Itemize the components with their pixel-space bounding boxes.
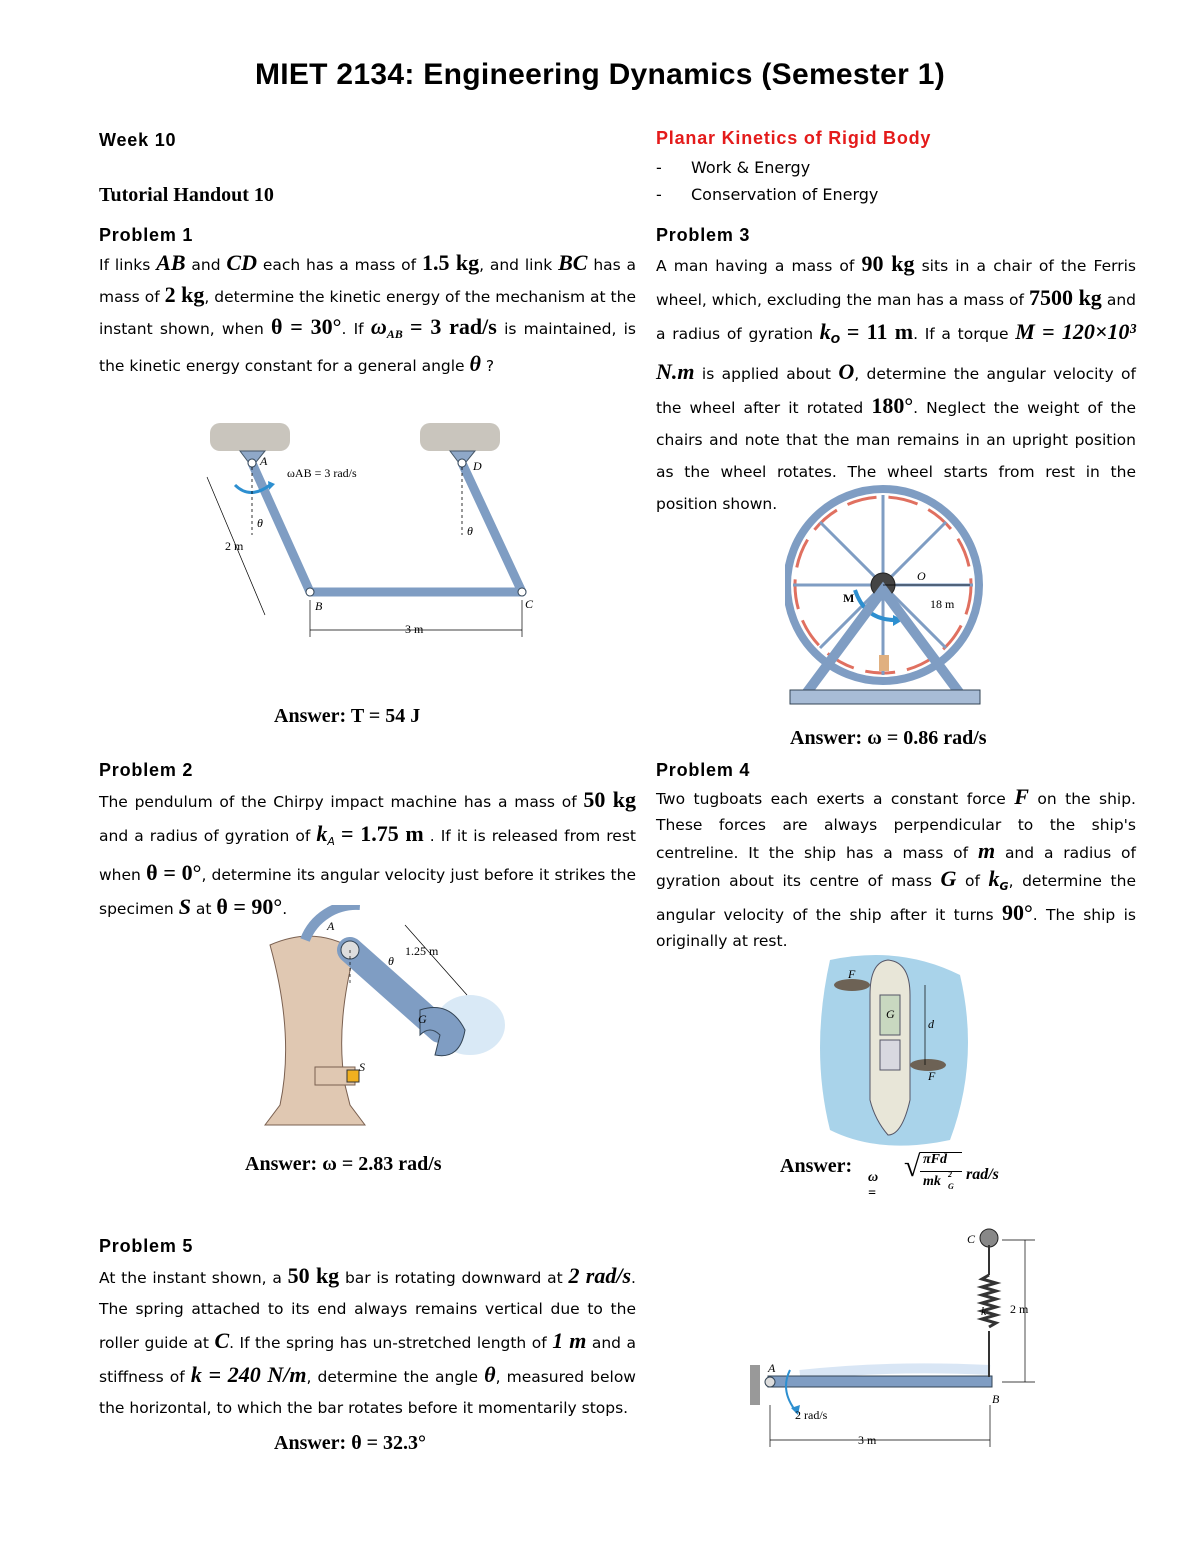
man-figure	[879, 655, 889, 671]
label-a: A	[327, 919, 335, 933]
problem4-text: Two tugboats each exerts a constant force F on the ship. These forces are always perpendicular to the ship's centreline. It the ship has a mass of m and a radius of gyration about its centre of mass G of $k_G$, determine the angular velocity of the ship after it turns 90°. The ship is originally at rest.	[656, 784, 1136, 951]
label-d: D	[473, 459, 482, 473]
problem3-label: Problem 3	[656, 225, 751, 245]
problem3-figure	[785, 480, 995, 720]
problem5-label: Problem 5	[99, 1236, 194, 1256]
label-b: B	[315, 599, 323, 613]
problem3-text: A man having a mass of 90 kg sits in a chair of the Ferris wheel, which, excluding the man has a mass of 7500 kg and a radius of gyration $k_O = 11$ m. If a torque M = 120×10³ N.m is applied about O, determine the angular velocity of the wheel after it rotated 180°. Neglect the weight of the chairs and note that the man remains in an upright position as the wheel rotates. The wheel starts from rest in the position shown.	[656, 251, 1137, 514]
problem1-text: If links AB and CD each has a mass of 1.5 kg, and link BC has a mass of 2 kg, determine the kinetic energy of the mechanism at the instant shown, when θ = 30°. If $\omega_{AB} = 3$ rad/s is maintained, is the kinetic energy constant for a general angle θ ?	[99, 250, 637, 377]
problem3-answer: Answer: ω = 0.86 rad/s	[790, 727, 987, 749]
spring	[982, 1275, 996, 1327]
dim-18: 18 m	[930, 597, 955, 611]
problem2-figure	[255, 905, 505, 1155]
omega-label: ωAB = 3 rad/s	[287, 466, 357, 480]
label-theta: θ	[388, 954, 394, 968]
label-m: M	[843, 591, 855, 605]
label-b: B	[992, 1392, 1000, 1406]
label-c: C	[525, 597, 534, 611]
problem4-answer-label: Answer:	[780, 1155, 853, 1177]
problem4-figure	[810, 950, 975, 1150]
bar	[768, 1376, 992, 1387]
page-title: MIET 2134: Engineering Dynamics (Semester 1)	[254, 58, 946, 91]
label-d: d	[928, 1017, 934, 1031]
problem2-label: Problem 2	[99, 760, 194, 780]
base	[790, 690, 980, 704]
dim-2m: 2 m	[1010, 1302, 1029, 1316]
label-a: A	[260, 454, 268, 468]
label-g: G	[418, 1012, 427, 1026]
roller-c	[980, 1229, 998, 1247]
label-g: G	[886, 1007, 895, 1021]
problem4-label: Problem 4	[656, 760, 751, 780]
label-c: C	[967, 1232, 976, 1246]
wall	[750, 1365, 760, 1405]
ground-support-left	[210, 423, 290, 451]
dim-125: 1.25 m	[405, 944, 439, 958]
label-o: O	[917, 569, 926, 583]
label-k: k	[981, 1304, 987, 1318]
problem2-answer: Answer: ω = 2.83 rad/s	[245, 1153, 442, 1175]
problem1-answer: Answer: T = 54 J	[274, 705, 421, 727]
handout-label: Tutorial Handout 10	[99, 184, 274, 206]
omega-label: 2 rad/s	[795, 1408, 828, 1422]
theta-label-a: θ	[257, 516, 263, 530]
label-s: S	[359, 1060, 365, 1074]
theta-label-d: θ	[467, 524, 473, 538]
specimen	[347, 1070, 359, 1082]
problem2-text: The pendulum of the Chirpy impact machine has a mass of 50 kg and a radius of gyration of $k_A = 1.75$ m . If it is released from rest when θ = 0°, determine its angular velocity just before it strikes the specimen S at θ = 90°.	[99, 787, 636, 920]
problem5-text: At the instant shown, a 50 kg bar is rotating downward at 2 rad/s. The spring attached to its end always remains vertical due to the roller guide at C. If the spring has un-stretched length of 1 m and a stiffness of k = 240 N/m, determine the angle θ, measured below the horizontal, to which the bar rotates before it momentarily stops.	[99, 1263, 637, 1417]
label-a: A	[768, 1361, 776, 1375]
problem5-figure	[740, 1225, 1060, 1450]
problem1-label: Problem 1	[99, 225, 194, 245]
dim-ab: 2 m	[225, 539, 244, 553]
topic-list	[656, 154, 878, 208]
topic-title: Planar Kinetics of Rigid Body	[656, 128, 932, 148]
label-f-bottom: F	[928, 1069, 936, 1083]
dim-bc: 3 m	[405, 622, 424, 636]
problem5-answer: Answer: θ = 32.3°	[274, 1432, 427, 1454]
pin-a	[765, 1377, 775, 1387]
topic-item: - Conservation of Energy	[656, 185, 879, 204]
week-label: Week 10	[99, 130, 177, 150]
ground-support-right	[420, 423, 500, 451]
label-f-top: F	[848, 967, 856, 981]
dim-3m: 3 m	[858, 1433, 877, 1447]
problem1-figure	[195, 415, 555, 655]
topic-item: - Work & Energy	[656, 158, 811, 177]
